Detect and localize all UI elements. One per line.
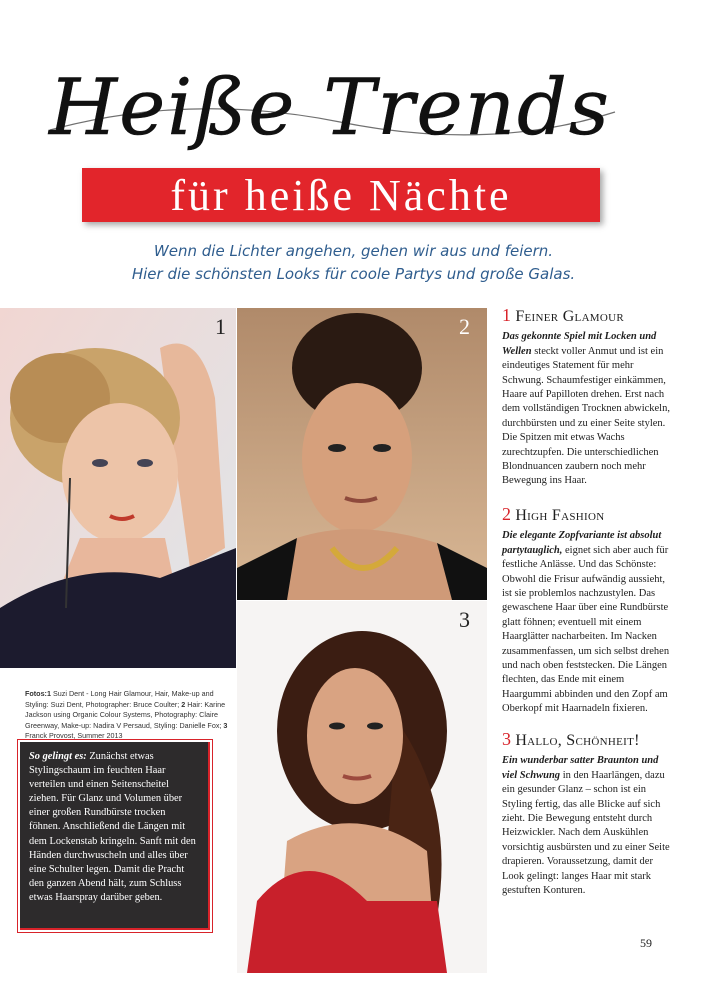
page-title [40, 52, 620, 162]
section-2-text: eignet sich aber auch für festliche Anlässe. Und das Schönste: Obwohl die Frisur aufwändig aussieht, ist sie problemlos nachzustylen. Das gewaschene Haar über eine Rundbürste glatt föhnen; eventuell mit einem Haarglätter nacharbeiten. Im Nacken zusammenfassen, um sich selbst drehen und nach oben feststecken. Die Längen flechten, das Ende mit einem Haargummi abbinden und den Zopf am Oberkopf mit Haarnadeln fixieren. [502, 544, 670, 715]
banner-text: für heiße Nächte [170, 170, 512, 220]
photo-2-image [237, 308, 487, 600]
section-2 [502, 504, 670, 717]
subtitle-line-2: Hier die schönsten Looks für coole Partys und große Galas. [131, 265, 576, 283]
section-3-lead: Ein wunderbar satter Braunton und viel Schwung [502, 755, 659, 781]
section-3-title: Hallo, Schönheit! [515, 732, 640, 749]
section-3-number: 3 [502, 729, 512, 749]
section-3 [502, 729, 670, 898]
credits-text-3: Franck Provost, Summer 2013 [25, 731, 123, 740]
title-banner [82, 168, 600, 222]
tip-box [20, 742, 210, 930]
section-2-number: 2 [502, 504, 512, 524]
photo-2-number: 2 [459, 314, 470, 339]
credits-text-1: Suzi Dent - Long Hair Glamour, Hair, Make-up and Styling: Suzi Dent, Photographer: Bruce Coulter; [25, 689, 214, 709]
credits-label: Fotos: [25, 689, 47, 698]
section-1-lead: Das gekonnte Spiel mit Locken und Wellen [502, 331, 657, 357]
section-1-body [502, 330, 670, 488]
photo-1 [0, 308, 236, 668]
credits-num-3: 3 [223, 720, 228, 730]
section-1-heading [502, 305, 670, 325]
section-3-heading [502, 729, 670, 749]
section-1-number: 1 [502, 305, 512, 325]
photo-2 [237, 308, 487, 600]
credits-text-2: Hair: Karine Jackson using Organic Colour Systems, Photography: Claire Greenway, Make-up: Nadira V Persaud, Styling: Danielle Fox; [25, 699, 226, 730]
photo-3-image [237, 601, 487, 973]
section-2-lead: Die elegante Zopfvariante ist absolut partytauglich, [502, 530, 662, 556]
credits-num-1: 1 [46, 689, 51, 698]
section-1 [502, 305, 670, 489]
subtitle [0, 240, 707, 286]
subtitle-line-1: Wenn die Lichter angehen, gehen wir aus und feiern. [153, 242, 554, 260]
section-2-title: High Fashion [515, 507, 605, 524]
section-3-text: in den Haarlängen, dazu ein gesunder Glanz – schon ist ein Styling fertig, das alle Blicke auf sich zieht. Die Bewegung entsteht durch Heizwickler. Nach dem Auskühlen vorsichtig ausbürsten und zu einer Seite drapieren. Voraussetzung, damit der Look gelingt: langes Haar mit stark gestuften Konturen. [502, 769, 670, 897]
title-text: Heiße Trends [49, 63, 611, 153]
photo-credits [25, 689, 235, 742]
tip-text: Zunächst etwas Stylingschaum im feuchten Haar verteilen und einen Seitenscheitel ziehen. Für Glanz und Volumen über einer großen Rundbürste trocken föhnen. Anschließend die Längen mit dem Lockenstab kringeln. Sanft mit den Händen durchwuscheln und alles über eine Schulter legen. Damit die Pracht den ganzen Abend hält, zum Schluss etwas Haarspray darüber geben. [29, 751, 196, 903]
photo-1-number: 1 [215, 314, 226, 339]
section-3-body [502, 754, 670, 898]
section-2-body [502, 529, 670, 716]
tip-lead: So gelingt es: [29, 751, 87, 762]
title-lettering [40, 52, 620, 162]
photo-3 [237, 601, 487, 973]
section-2-heading [502, 504, 670, 524]
page-number: 59 [640, 936, 652, 950]
tip-paragraph [29, 750, 198, 905]
credits-num-2: 2 [181, 699, 186, 709]
photo-3-number: 3 [459, 607, 470, 632]
section-1-title: Feiner Glamour [515, 308, 625, 325]
section-1-text: steckt voller Anmut und ist ein eindeutiges Statement für mehr Schwung. Schaumfestiger einkämmen, Haare auf Papilloten drehen. Erst nach dem vollständigen Trocknen abwickeln, durchbürsten und zu einer Seite stylen. Die Spitzen mit etwas Wachs zurechtzupfen. Die unterschiedlichen Blondnuancen zaubern noch mehr Bewegung ins Haar. [502, 345, 670, 487]
photo-1-image [0, 308, 236, 668]
